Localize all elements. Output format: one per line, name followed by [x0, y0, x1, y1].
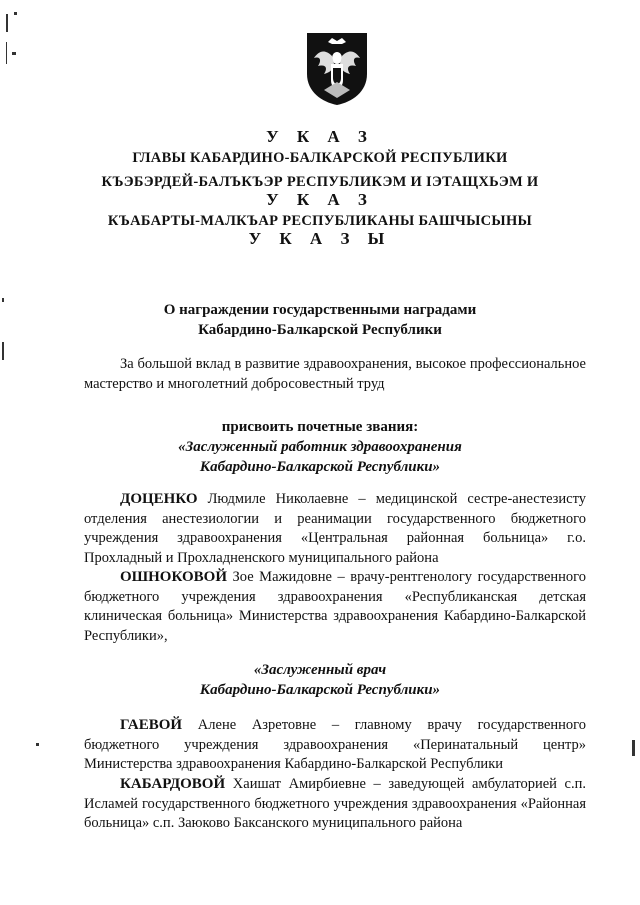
intro-paragraph [84, 355, 586, 394]
title-line-1: О награждении государственными наградами [163, 302, 477, 318]
header-ukaz-2: У К А З [266, 190, 374, 209]
recipient-details: Людмиле Николаевне – медицинской сестре-анестезисту отделения анестезиологии и реанимации государственного бюджетного учреждения здравоохранения «Центральная районная больница» г.о. Прохладный и Прохладненского муниципального района [84, 491, 587, 566]
recipient-name: ОШНОКОВОЙ [120, 569, 227, 585]
header-ukaz-1: У К А З [266, 127, 374, 146]
award-title-1-line-1: «Заслуженный работник здравоохранения [178, 439, 462, 455]
recipient-name: ДОЦЕНКО [120, 491, 198, 507]
coat-of-arms-emblem [306, 32, 368, 106]
award-entry [84, 775, 586, 834]
award-entry [84, 716, 586, 775]
header-line-3: КЪАБАРТЫ-МАЛКЪАР РЕСПУБЛИКАНЫ БАШЧЫСЫНЫ [107, 213, 533, 229]
award-entry [84, 490, 586, 568]
award-entry [84, 568, 586, 646]
header-line-1: ГЛАВЫ КАБАРДИНО-БАЛКАРСКОЙ РЕСПУБЛИКИ [132, 150, 508, 166]
award-title-1-line-2: Кабардино-Балкарской Республики» [199, 459, 441, 475]
confer-heading: присвоить почетные звания: [221, 419, 419, 435]
section-2-heading [0, 660, 640, 700]
recipient-details: Хаишат Амирбиевне – заведующей амбулаторией с.п. Исламей государственного бюджетного учреждения здравоохранения «Районная больница» с.п. Заюково Баксанского муниципального района [84, 776, 587, 832]
header-line-2: КЪЭБЭРДЕЙ-БАЛЪКЪЭР РЕСПУБЛИКЭМ И ІЭТАЩХЬЭМ И [101, 174, 539, 190]
award-title-2-line-2: Кабардино-Балкарской Республики» [199, 682, 441, 698]
header-ukaz-3: У К А З Ы [248, 229, 392, 248]
section-1-heading [0, 417, 640, 477]
title-line-2: Кабардино-Балкарской Республики [198, 322, 442, 338]
recipient-details: Зое Мажидовне – врачу-рентгенологу государственного бюджетного учреждения здравоохранения «Республиканская детская клиническая больница» Министерства здравоохранения Кабардино-Балкарской Республики», [84, 569, 587, 644]
recipient-name: ГАЕВОЙ [120, 717, 183, 733]
recipient-details: Алене Азретовне – главному врачу государственного бюджетного учреждения здравоохранения «Перинатальный центр» Министерства здравоохранения Кабардино-Балкарской Республики [84, 717, 586, 773]
award-title-2-line-1: «Заслуженный врач [253, 662, 387, 678]
document-title [0, 300, 640, 340]
recipient-name: КАБАРДОВОЙ [120, 776, 226, 792]
intro-text: За большой вклад в развитие здравоохранения, высокое профессиональное мастерство и многолетний добросовестный труд [84, 356, 586, 392]
